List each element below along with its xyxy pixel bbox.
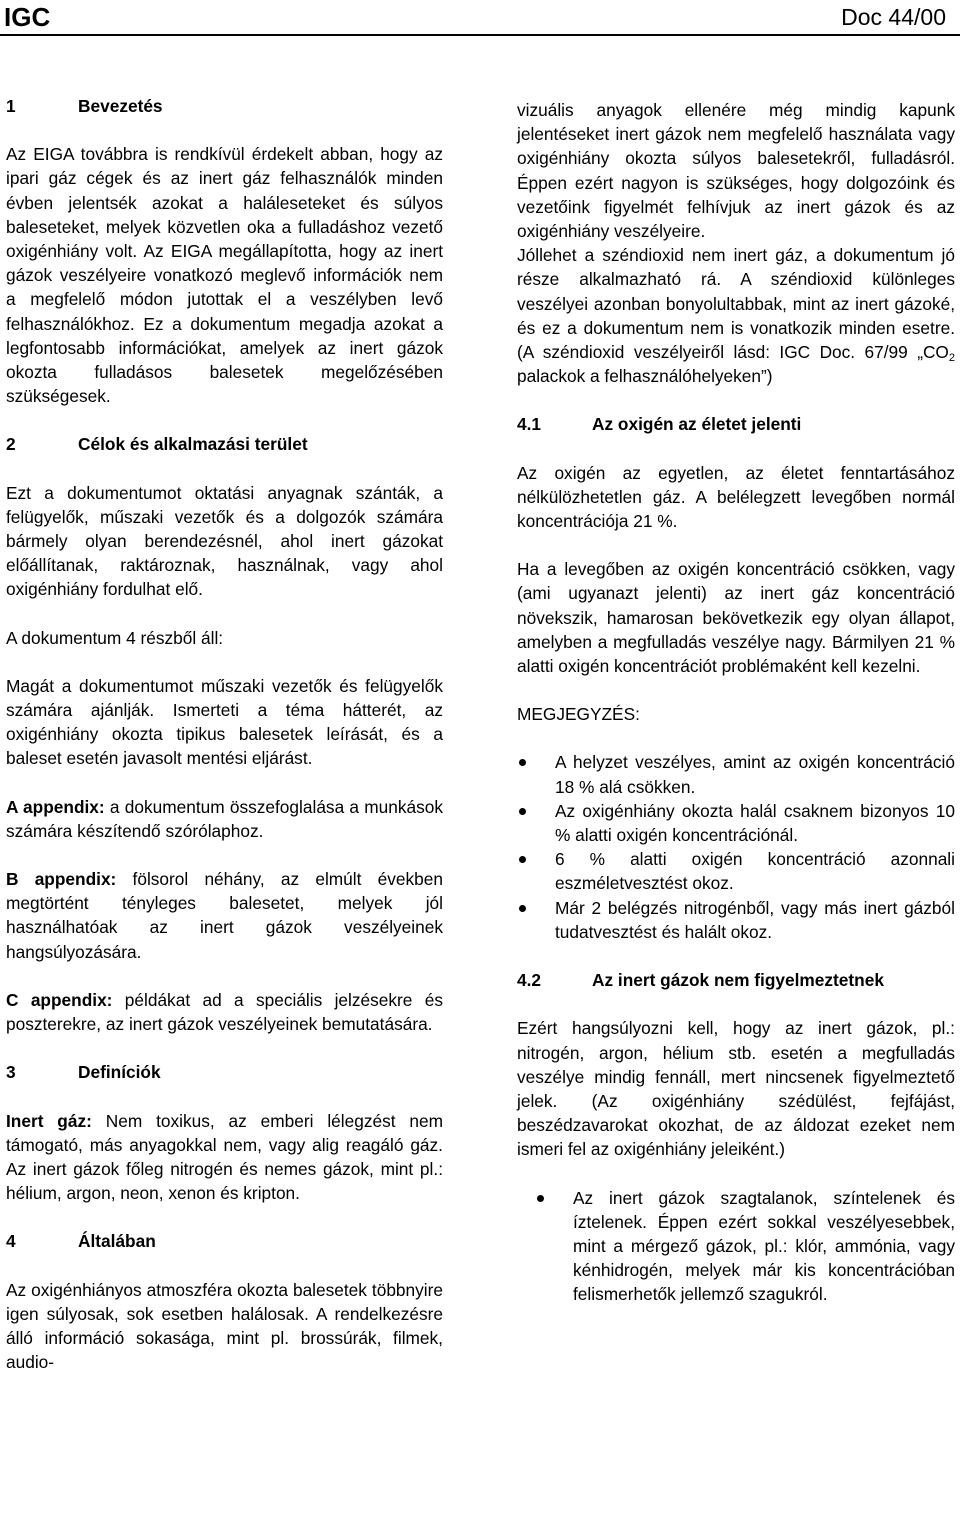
- bullet-icon: [519, 905, 526, 912]
- section-number: 3: [6, 1062, 16, 1083]
- appendix-b-label: B appendix:: [6, 869, 117, 890]
- bullet-icon: [519, 759, 526, 766]
- bullet-icon: [519, 856, 526, 863]
- co2-text-end: palackok a felhasználóhelyeken”): [517, 366, 773, 387]
- definition-paragraph: [6, 1109, 443, 1206]
- definition-term: Inert gáz:: [6, 1110, 92, 1131]
- section-number: 4: [6, 1231, 16, 1252]
- definition-text: Nem toxikus, az emberi lélegzést nem támogató, más anyagokkal nem, vagy alig reagáló gáz. Az inert gázok főleg nitrogén és nemes gázok, mint pl.: hélium, argon, neon, xenon és kripton.: [6, 1110, 443, 1204]
- section-number: 2: [6, 434, 16, 455]
- bullet-text: 6 % alatti oxigén koncentráció azonnali eszméletvesztést okoz.: [555, 849, 955, 894]
- oxygen-paragraph: Az oxigén az egyetlen, az életet fenntartásához nélkülözhetetlen gáz. A belélegzett levegőben normál koncentrációja 21 %.: [517, 462, 955, 532]
- bullet-item: [517, 896, 955, 944]
- section-number: 4.2: [517, 970, 542, 991]
- bullet-item: [517, 799, 955, 847]
- co2-subscript: 2: [948, 352, 955, 365]
- note-label: MEGJEGYZÉS:: [517, 704, 640, 725]
- bullet-text: A helyzet veszélyes, amint az oxigén koncentráció 18 % alá csökken.: [555, 752, 955, 797]
- page-header: [0, 0, 960, 36]
- bullet-icon: [537, 1195, 544, 1202]
- section-title: Általában: [78, 1231, 156, 1252]
- appendix-a-text: a dokumentum összefoglalása a munkások számára készítendő szórólaphoz.: [6, 796, 443, 841]
- appendix-c-paragraph: [6, 988, 443, 1036]
- bullet-text: Az inert gázok szagtalanok, színtelenek és íztelenek. Éppen ezért sokkal veszélyesebbek, mint a mérgező gázok, pl.: klór, ammónia, vagy kénhidrogén, melyek már kis koncentrációban felismerhetők jellemző szagukról.: [573, 1187, 955, 1305]
- note-bullet-list: [517, 750, 955, 944]
- section-heading-4-1: [517, 412, 955, 436]
- section-title: Az oxigén az életet jelenti: [592, 414, 802, 435]
- main-doc-paragraph: Magát a dokumentumot műszaki vezetők és felügyelők számára ajánlják. Ismerteti a téma hátterét, az oxigénhiány okozta tipikus balesetek leírását, és a baleset esetén javasolt mentési eljárást.: [6, 675, 443, 769]
- doc-number-label: Doc 44/00: [841, 4, 946, 30]
- section-title: Definíciók: [78, 1062, 161, 1083]
- appendix-a-paragraph: [6, 795, 443, 843]
- section-heading-2: [6, 432, 443, 456]
- inert-gas-bullet-list: [517, 1186, 955, 1307]
- appendix-c-label: C appendix:: [6, 989, 113, 1010]
- doc-series-label: IGC: [4, 2, 51, 32]
- continuation-paragraph: vizuális anyagok ellenére még mindig kapunk jelentéseket inert gázok nem megfelelő használata vagy oxigénhiány okozta súlyos balesetekről, fulladásról. Éppen ezért nagyon is szükséges, hogy dolgozóink és vezetőink figyelmét felhívjuk az inert gázok és az oxigénhiány veszélyeire.: [517, 100, 955, 242]
- section-heading-4: [6, 1229, 443, 1253]
- scope-paragraph: Ezt a dokumentumot oktatási anyagnak szánták, a felügyelők, műszaki vezetők és a dolgozók számára bármely olyan berendezésnél, ahol inert gázokat előállítanak, raktároznak, használnak, vagy ahol oxigénhiány fordulhat elő.: [6, 482, 443, 600]
- left-column: [6, 94, 443, 1374]
- bullet-item: [517, 1186, 955, 1307]
- appendix-c-text: példákat ad a speciális jelzésekre és poszterekre, az inert gázok veszélyeinek bemutatására.: [6, 989, 443, 1035]
- bullet-item: [517, 750, 955, 798]
- appendix-b-text: fölsorol néhány, az elmúlt években megtörtént tényleges balesetet, melyek jól használhatóak az inert gázok veszélyeinek hangsúlyozására.: [6, 869, 443, 962]
- section-heading-1: [6, 94, 443, 118]
- section-heading-4-2: [517, 968, 955, 992]
- section-title: Az inert gázok nem figyelmeztetnek: [592, 970, 884, 991]
- concentration-paragraph: Ha a levegőben az oxigén koncentráció csökken, vagy (ami ugyanazt jelenti) az inert gáz koncentráció növekszik, hamarosan bekövetkezik egy olyan állapot, amelyben a megfulladás veszélye nagy. Bármilyen 21 % alatti oxigén koncentrációt problémaként kell kezelni.: [517, 559, 955, 677]
- appendix-a-label: A appendix:: [6, 796, 105, 817]
- no-warning-paragraph: Ezért hangsúlyozni kell, hogy az inert gázok, pl.: nitrogén, argon, hélium stb. esetén a megfulladás veszélye mindig fennáll, mert nincsenek figyelmeztető jelek. (Az oxigénhiány szédülést, fejfájást, beszédzavarokat okozhat, de az áldozat ezeket nem ismeri fel az oxigénhiány jeleiként.): [517, 1018, 955, 1160]
- parts-intro-paragraph: A dokumentum 4 részből áll:: [6, 627, 224, 648]
- right-column: [517, 98, 955, 1307]
- section-title: Bevezetés: [78, 96, 163, 116]
- bullet-text: Már 2 belégzés nitrogénből, vagy más inert gázból tudatvesztést és halált okoz.: [555, 897, 955, 942]
- appendix-b-paragraph: [6, 867, 443, 964]
- general-paragraph: Az oxigénhiányos atmoszféra okozta balesetek többnyire igen súlyosak, sok esetben halálosak. A rendelkezésre álló információ sokasága, mint pl. brossúrák, filmek, audio-: [6, 1279, 443, 1373]
- section-number: 4.1: [517, 414, 542, 435]
- co2-text: Jóllehet a széndioxid nem inert gáz, a dokumentum jó része alkalmazható rá. A széndioxid különleges veszélyei azonban bonyolultabbak, mint az inert gázoké, és ez a dokumentum nem is vonatkozik minden esetre. (A széndioxid veszélyeiről lásd: IGC Doc. 67/99 „CO: [517, 245, 955, 363]
- co2-paragraph: [517, 243, 955, 388]
- section-heading-3: [6, 1060, 443, 1084]
- intro-paragraph: Az EIGA továbbra is rendkívül érdekelt abban, hogy az ipari gáz cégek és az inert gáz felhasználók minden évben jelentsék azokat a haláleseteket és súlyos baleseteket, melyek közvetlen oka a fulladáshoz vezető oxigénhiány volt. Az EIGA megállapította, hogy az inert gázok veszélyeire vonatkozó meglevő információk nem a megfelelő módon jutottak el a veszélyben levő felhasználókhoz. Ez a dokumentum megadja azokat a legfontosabb információkat, amelyek az inert gázok okozta fulladásos balesetek megelőzésében szükségesek.: [6, 144, 443, 407]
- bullet-item: [517, 847, 955, 895]
- bullet-icon: [519, 808, 526, 815]
- section-number: 1: [6, 96, 16, 116]
- section-title: Célok és alkalmazási terület: [78, 434, 308, 455]
- bullet-text: Az oxigénhiány okozta halál csaknem bizonyos 10 % alatti oxigén koncentrációnál.: [555, 800, 955, 846]
